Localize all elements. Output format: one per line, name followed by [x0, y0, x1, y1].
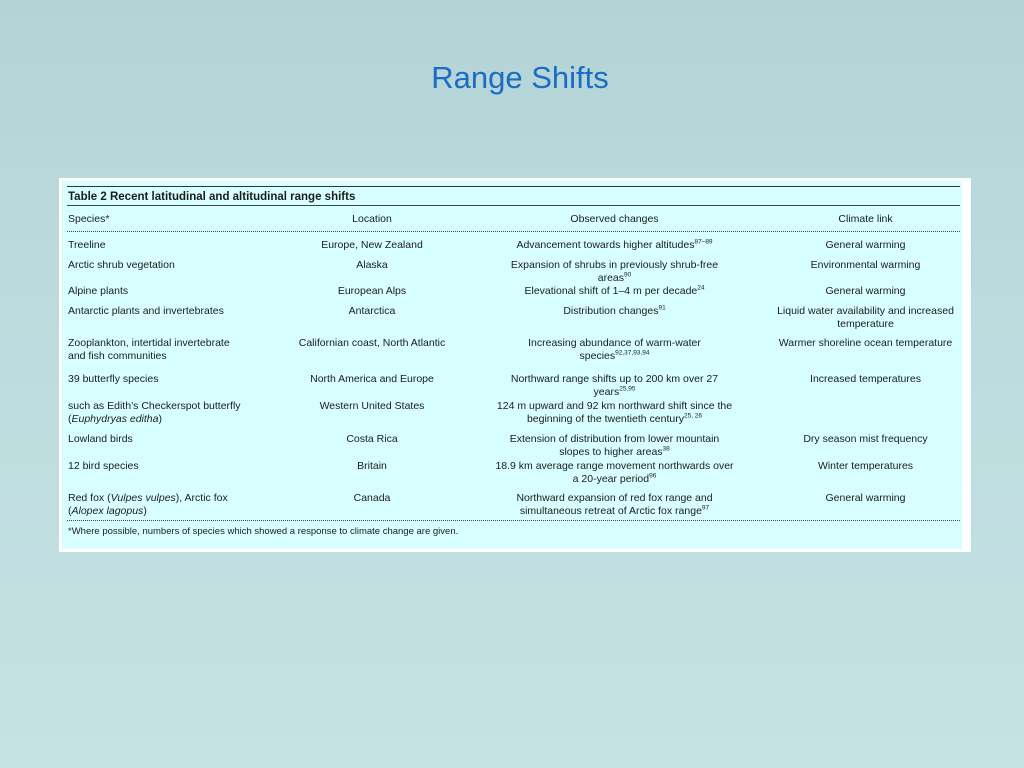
- observed-changes-cell: [482, 239, 747, 252]
- observed-changes-line: beginning of the twentieth century$^{25, 26}$: [526, 412, 703, 425]
- observed-changes-cell: [482, 305, 747, 318]
- observed-changes-line: Extension of distribution from lower mountain: [509, 433, 720, 445]
- climate-link-line: Environmental warming: [810, 259, 921, 271]
- observed-changes-line: Elevational shift of 1–4 m per decade$^{24}$: [524, 284, 705, 297]
- species-cell: [68, 400, 241, 426]
- species-cell: [68, 460, 139, 473]
- location-cell: Western United States: [319, 400, 425, 412]
- header-observed-changes: Observed changes: [570, 213, 659, 225]
- climate-link-line: Liquid water availability and increased: [777, 305, 954, 317]
- location-cell: North America and Europe: [310, 373, 434, 385]
- species-cell: [68, 239, 106, 252]
- species-line: (Euphydryas editha): [68, 413, 162, 425]
- reference-superscript: 97: [701, 504, 710, 512]
- observed-changes-line: a 20-year period$^{96}$: [572, 472, 657, 485]
- observed-changes-line: Increasing abundance of warm-water: [528, 337, 701, 349]
- location-cell: Alaska: [356, 259, 388, 271]
- reference-superscript: 38: [662, 445, 670, 453]
- reference-superscript: 96: [649, 472, 657, 480]
- climate-link-cell: [767, 259, 964, 272]
- slide-title: Range Shifts: [431, 60, 609, 95]
- table-top-rule: [67, 186, 960, 187]
- observed-changes-cell: [482, 433, 747, 459]
- location-cell: European Alps: [337, 285, 407, 297]
- observed-changes-cell: [482, 373, 747, 399]
- species-cell: [68, 337, 230, 363]
- climate-link-cell: [767, 492, 964, 505]
- location-cell: Antarctica: [348, 305, 396, 317]
- species-line: Lowland birds: [68, 433, 133, 445]
- species-line: such as Edith’s Checkerspot butterfly: [68, 400, 241, 412]
- location-cell: Canada: [353, 492, 391, 504]
- species-line: Zooplankton, intertidal invertebrate: [68, 337, 230, 349]
- species-line: Arctic shrub vegetation: [68, 259, 175, 271]
- climate-link-line: General warming: [825, 285, 906, 297]
- table-footnote: *Where possible, numbers of species which showed a response to climate change are given.: [68, 526, 459, 537]
- location-cell: Britain: [357, 460, 387, 472]
- observed-changes-line: simultaneous retreat of Arctic fox range$^{97}$: [519, 504, 710, 517]
- species-line: Antarctic plants and invertebrates: [68, 305, 224, 317]
- observed-changes-line: Northward expansion of red fox range and: [516, 492, 713, 504]
- table-caption: [68, 190, 355, 204]
- header-rule: [67, 231, 960, 232]
- species-cell: [68, 492, 228, 518]
- species-line: 12 bird species: [68, 460, 139, 472]
- climate-link-line: Dry season mist frequency: [803, 433, 928, 445]
- reference-superscript: 92,37,93,94: [615, 349, 650, 357]
- species-cell: [68, 259, 175, 272]
- header-species: Species*: [68, 213, 110, 225]
- observed-changes-line: years$^{25,95}$: [593, 385, 636, 398]
- table-bottom-rule: [67, 520, 960, 521]
- observed-changes-line: areas$^{90}$: [597, 271, 632, 284]
- observed-changes-line: species$^{92,37,93,94}$: [579, 349, 650, 362]
- observed-changes-line: 18.9 km average range movement northwards over: [495, 460, 734, 472]
- climate-link-line: Warmer shoreline ocean temperature: [778, 337, 953, 349]
- species-cell: [68, 305, 224, 318]
- climate-link-cell: [767, 305, 964, 331]
- species-line: and fish communities: [68, 350, 167, 362]
- table-image-panel: [59, 178, 971, 552]
- reference-superscript: 25,95: [619, 385, 636, 393]
- observed-changes-line: Distribution changes$^{91}$: [563, 304, 666, 317]
- climate-link-cell: [767, 239, 964, 252]
- species-line: 39 butterfly species: [68, 373, 159, 385]
- climate-link-cell: [767, 460, 964, 473]
- species-cell: [68, 285, 128, 298]
- reference-superscript: 90: [624, 271, 632, 279]
- location-cell: Europe, New Zealand: [321, 239, 423, 251]
- climate-link-cell: [767, 337, 964, 350]
- observed-changes-cell: [482, 285, 747, 298]
- range-shifts-table: [62, 181, 962, 549]
- observed-changes-cell: [482, 460, 747, 486]
- header-climate-link: Climate link: [838, 213, 893, 225]
- reference-superscript: 24: [697, 284, 705, 292]
- observed-changes-line: Northward range shifts up to 200 km over 27: [510, 373, 719, 385]
- observed-changes-cell: [482, 400, 747, 426]
- observed-changes-cell: [482, 337, 747, 363]
- climate-link-cell: [767, 373, 964, 386]
- observed-changes-line: Expansion of shrubs in previously shrub-free: [510, 259, 719, 271]
- species-cell: [68, 433, 133, 446]
- reference-superscript: 25, 26: [683, 412, 703, 420]
- observed-changes-line: 124 m upward and 92 km northward shift since the: [496, 400, 733, 412]
- header-location: Location: [352, 213, 392, 225]
- observed-changes-line: slopes to higher areas$^{38}$: [559, 445, 670, 458]
- climate-link-cell: [767, 285, 964, 298]
- climate-link-line: General warming: [825, 492, 906, 504]
- location-cell: Costa Rica: [346, 433, 398, 445]
- species-latin-name: Vulpes vulpes: [110, 492, 176, 504]
- climate-link-cell: [767, 433, 964, 446]
- reference-superscript: 87–89: [694, 238, 713, 246]
- table-caption-number: Table 2: [68, 191, 107, 203]
- table-caption-rule: [67, 205, 960, 206]
- climate-link-line: temperature: [837, 318, 894, 330]
- species-cell: [68, 373, 158, 386]
- observed-changes-line: Advancement towards higher altitudes$^{87-89}$: [516, 238, 713, 251]
- table-caption-text: Recent latitudinal and altitudinal range shifts: [109, 191, 356, 203]
- observed-changes-cell: [482, 492, 747, 518]
- species-line: Red fox (Vulpes vulpes), Arctic fox: [68, 492, 228, 504]
- species-line: Treeline: [68, 239, 106, 251]
- species-latin-name: Euphydryas editha: [71, 413, 159, 425]
- climate-link-line: Increased temperatures: [810, 373, 921, 385]
- location-cell: Californian coast, North Atlantic: [298, 337, 446, 349]
- species-line: Alpine plants: [68, 285, 129, 297]
- species-line: (Alopex lagopus): [68, 505, 147, 517]
- species-latin-name: Alopex lagopus: [71, 505, 144, 517]
- reference-superscript: 91: [658, 304, 666, 312]
- climate-link-line: General warming: [825, 239, 906, 251]
- observed-changes-cell: [482, 259, 747, 285]
- climate-link-line: Winter temperatures: [817, 460, 914, 472]
